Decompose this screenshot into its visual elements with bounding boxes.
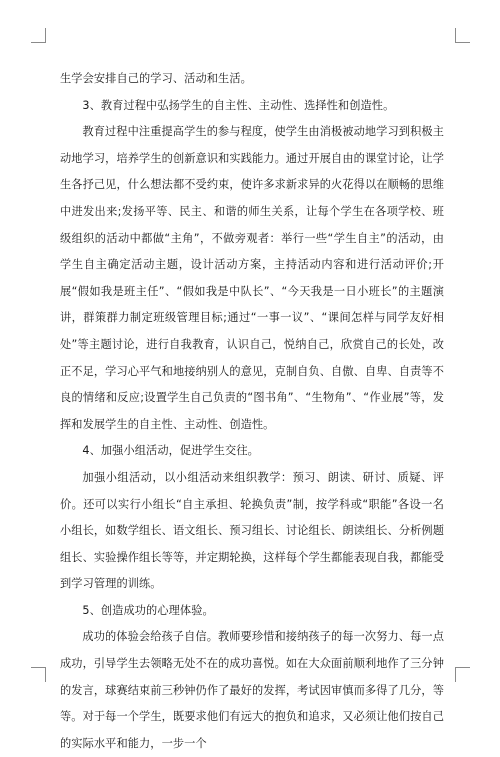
crop-mark-bottom-right	[455, 667, 470, 682]
section-heading-4: 4、加强小组活动，促进学生交往。	[82, 444, 259, 458]
paragraph-continuation: 生学会安排自己的学习、活动和生活。	[60, 72, 252, 85]
section-heading-5: 5、创造成功的心理体验。	[82, 603, 214, 617]
section-heading-3: 3、教育过程中弘扬学生的自主性、主动性、选择性和创造性。	[82, 98, 395, 112]
paragraph-section-5: 成功的体验会给孩子自信。教师要珍惜和接纳孩子的每一次努力、每一点成功，引导学生去领略无处不在的成功喜悦。如在大众面前顺利地作了三分钟的发言，球赛结束前三秒钟仍作了最好的发挥，考试因审慎而多得了几分，等等。对于每一个学生，既要求他们有远大的抱负和追求，又必须让他们按自己的实际水平和能力，一步一个	[60, 630, 444, 750]
paragraph-section-4: 加强小组活动，以小组活动来组织教学：预习、朗读、研讨、质疑、评价。还可以实行小组长“自主承担、轮换负责”制，按学科或“职能”各设一名小组长，如数学组长、语文组长、预习组长、讨论组长、朗读组长、分析例题组长、实验操作组长等等，并定期轮换，这样每个学生都能表现自我，都能受到学习管理的训练。	[60, 470, 444, 591]
crop-mark-top-left	[31, 28, 46, 43]
document-body	[60, 66, 444, 757]
crop-mark-top-right	[455, 28, 470, 43]
paragraph-section-3: 教育过程中注重提高学生的参与程度，使学生由消极被动地学习到积极主动地学习，培养学生的创新意识和实践能力。通过开展自由的课堂讨论，让学生各抒己见，什么想法都不受约束，使许多求新求异的火花得以在顺畅的思维中进发出来;发扬平等、民主、和谐的师生关系，让每个学生在各项学校、班级组织的活动中都做“主角”，不做旁观者：举行一些“学生自主”的活动，由学生自主确定活动主题，设计活动方案，主持活动内容和进行活动评价;开展“假如我是班主任”、“假如我是中队长”、“今天我是一日小班长”的主题演讲，群策群力制定班级管理目标;通过“一事一议”、“课间怎样与同学友好相处”等主题讨论，进行自我教育，认识自己，悦纳自己，欣赏自己的长处，改正不足，学习心平气和地接纳别人的意见，克制自负、自傲、自卑、自责等不良的情绪和反应;设置学生自己负责的“图书角”、“生物角”、“作业展”等，发挥和发展学生的自主性、主动性、创造性。	[60, 125, 444, 431]
crop-mark-bottom-left	[31, 667, 46, 682]
